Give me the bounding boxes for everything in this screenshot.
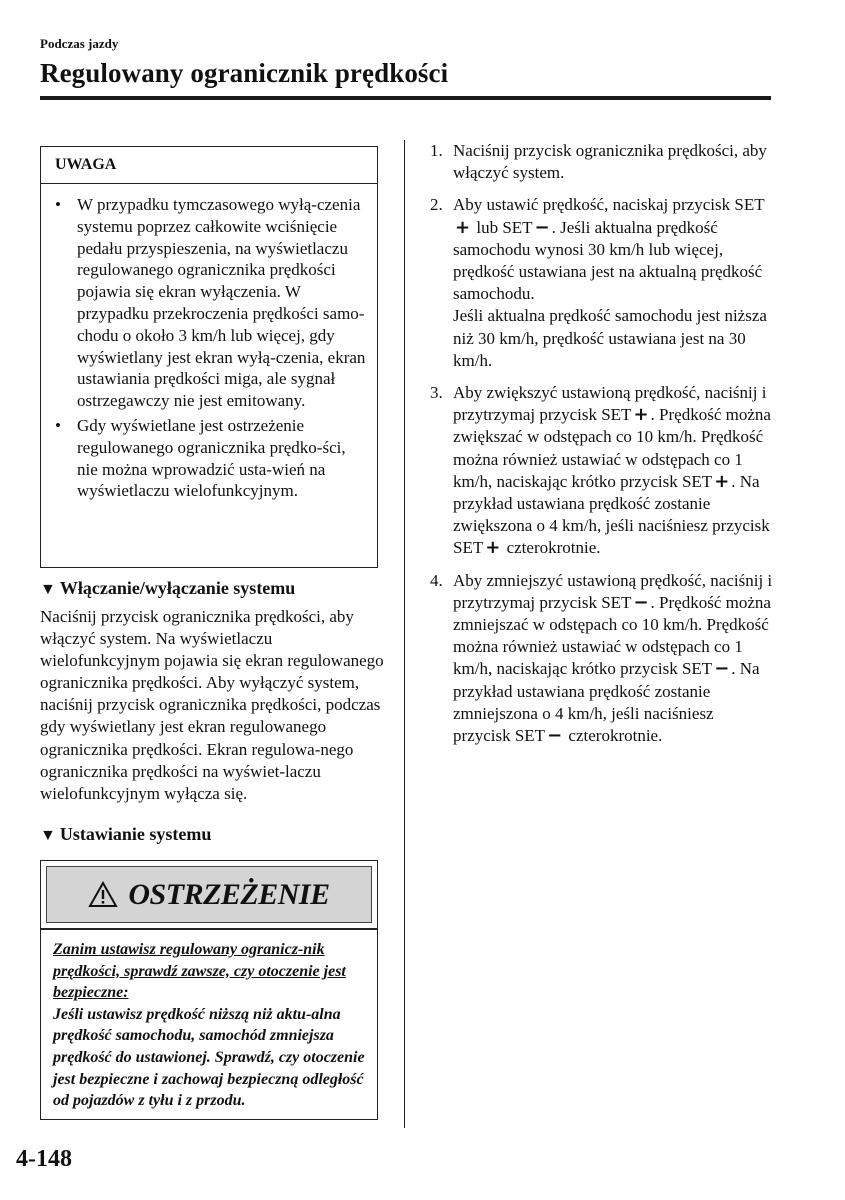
plus-icon: + [633,404,649,426]
step-text: czterokrotnie. [564,726,663,746]
step-text: Aby zmniejszyć ustawioną prędkość, naciśnij i przytrzymaj przycisk SET [453,570,773,612]
step-text: czterokrotnie. [502,538,601,558]
section-heading-setting [40,824,211,845]
section-heading-on-off [40,578,295,599]
minus-icon: − [633,591,649,613]
note-box [40,146,378,568]
note-item [55,415,369,502]
step-text: lub SET [472,217,533,237]
step-item [430,140,775,184]
section-heading-text: Włączanie/wyłączanie systemu [59,578,296,598]
page-title: Regulowany ogranicznik prędkości [40,58,449,88]
steps-list [430,140,775,757]
plus-icon: + [455,216,471,238]
minus-icon: − [547,725,563,747]
warning-text: Jeśli ustawisz prędkość niższą niż aktu-alna prędkość samochodu, samochód zmniejsza prędkość do ustawionej. Sprawdź, czy otoczenie jest bezpieczne i zachowaj bezpieczną odległość od pojazdów z tyłu i z przodu. [53,1005,365,1110]
bullet-icon: • [55,195,61,214]
warning-triangle-icon [88,881,118,908]
note-list [41,184,377,502]
step-text: Naciśnij przycisk ogranicznika prędkości, aby włączyć system. [453,141,767,183]
step-item [430,382,775,560]
note-heading: UWAGA [41,147,377,184]
step-text: . Na przykład ustawiana prędkość zostanie zmniejszona o 4 km/h, jeśli naciśniesz przycisk SET [453,659,760,746]
step-text: Aby ustawić prędkość, naciskaj przycisk SET [453,195,765,215]
minus-icon: − [534,216,550,238]
title-rule [40,96,771,100]
warning-heading: OSTRZEŻENIE [128,877,330,911]
step-text: . Na przykład ustawiana prędkość zostanie zwiększona o 4 km/h, jeśli naciśniesz przycisk SET [453,471,770,558]
page-number: 4-148 [16,1146,72,1172]
step-number: 4. [430,570,443,590]
warning-underlined-text: Zanim ustawisz regulowany ogranicz-nik prędkości, sprawdź zawsze, czy otoczenie jest bezpieczne: [53,941,346,1002]
column-divider [404,140,405,1128]
step-item [430,570,775,748]
step-text: . Prędkość można zmniejszać w odstępach co 10 km/h. Prędkość można również ustawiać w odstępach co 1 km/h, naciskając krótko przycisk SET [453,592,771,679]
minus-icon: − [714,658,730,680]
note-item-text: W przypadku tymczasowego wyłą-czenia systemu poprzez całkowite wciśnięcie pedału przyspieszenia, na wyświetlaczu regulowanego ogranicznika prędkości pojawia się ekran wyłączenia. W przypadku przekroczenia prędkości samo-chodu o około 3 km/h lub więcej, gdy wyświetlany jest ekran wyłą-czenia, ekran ustawiania prędkości miga, ale sygnał ostrzegawczy nie jest emitowany. [77,195,366,411]
note-item [55,194,369,412]
step-number: 2. [430,195,443,215]
step-number: 3. [430,383,443,403]
note-item-text: Gdy wyświetlane jest ostrzeżenie regulowanego ogranicznika prędko-ści, nie można wprowadzić usta-wień na wyświetlaczu wielofunkcyjnym. [77,415,346,501]
plus-icon: + [714,470,730,492]
step-text: Aby zwiększyć ustawioną prędkość, naciśnij i przytrzymaj przycisk SET [453,383,767,425]
section-label: Podczas jazdy [40,36,119,51]
step-text: . Prędkość można zwiększać w odstępach co 10 km/h. Prędkość można również ustawiać w odstępach co 1 km/h, naciskając krótko przycisk SET [453,405,771,491]
warning-box [40,860,378,1120]
bullet-icon: • [55,415,61,435]
warning-header [46,866,372,923]
step-text: Jeśli aktualna prędkość samochodu jest niższa niż 30 km/h, prędkość ustawiana jest na 30 km/h. [453,306,767,370]
warning-body [41,930,377,1112]
step-text: . Jeśli aktualna prędkość samochodu wynosi 30 km/h lub więcej, prędkość ustawiana jest na aktualną prędkość samochodu. [453,217,763,304]
triangle-down-icon: ▼ [40,581,56,598]
section-paragraph: Naciśnij przycisk ogranicznika prędkości, aby włączyć system. Na wyświetlaczu wielofunkcyjnym pojawia się ekran regulowanego ogranicznika prędkości. Aby wyłączyć system, naciśnij przycisk ogranicznika prędkości, podczas gdy wyświetlany jest ekran regulowanego ogranicznika prędkości. Ekran regulowa-nego ogranicznika prędkości na wyświet-laczu wielofunkcyjnym wyłącza się. [40,607,384,803]
step-number: 1. [430,141,443,160]
triangle-down-icon: ▼ [40,827,56,844]
plus-icon: + [485,537,501,559]
section-heading-text: Ustawianie systemu [59,824,212,844]
step-item [430,194,775,372]
